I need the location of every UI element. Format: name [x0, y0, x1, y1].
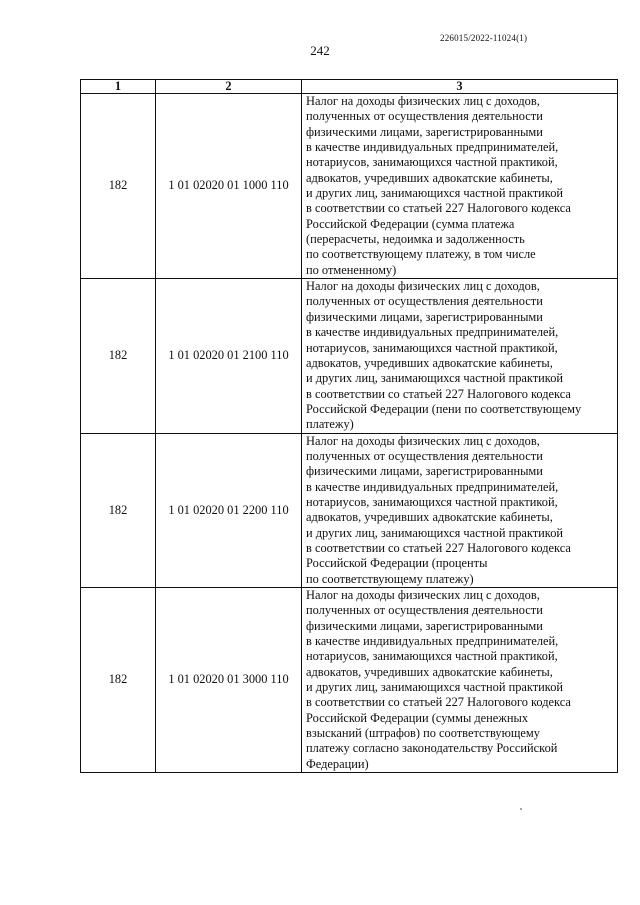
admin-code-cell: 182: [81, 588, 156, 773]
description-cell: [302, 588, 618, 773]
description-line: физическими лицами, зарегистрированными: [306, 124, 543, 139]
kbk-table: [80, 79, 618, 773]
column-header-3: 3: [302, 80, 618, 94]
description-cell: [302, 433, 618, 587]
description-line: полученных от осуществления деятельности: [306, 109, 543, 124]
kbk-code-cell: 1 01 02020 01 3000 110: [156, 588, 302, 773]
description-line: Налог на доходы физических лиц с доходов,: [306, 94, 540, 108]
document-id: 226015/2022-11024(1): [440, 33, 528, 43]
description-line: адвокатов, учредивших адвокатские кабинеты,: [306, 170, 553, 185]
description-line: и других лиц, занимающихся частной практикой: [306, 186, 564, 201]
kbk-code-cell: 1 01 02020 01 2200 110: [156, 433, 302, 587]
table-row: [81, 433, 618, 587]
admin-code-cell: 182: [81, 279, 156, 433]
description-line: по отмененному): [306, 262, 397, 277]
column-header-1: 1: [81, 80, 156, 94]
description-line: нотариусов, занимающихся частной практикой,: [306, 649, 558, 664]
description-line: и других лиц, занимающихся частной практикой: [306, 371, 564, 386]
admin-code-cell: 182: [81, 433, 156, 587]
description-line: физическими лицами, зарегистрированными: [306, 464, 543, 479]
description-line: в качестве индивидуальных предпринимателей,: [306, 634, 559, 649]
description-line: Налог на доходы физических лиц с доходов,: [306, 279, 540, 294]
description-line: в соответствии со статьей 227 Налогового кодекса: [306, 386, 571, 401]
description-line: Российской Федерации (суммы денежных: [306, 710, 529, 725]
description-line: нотариусов, занимающихся частной практикой,: [306, 494, 558, 509]
description-line: в качестве индивидуальных предпринимателей,: [306, 479, 559, 494]
description-line: нотариусов, занимающихся частной практикой,: [306, 155, 558, 170]
description-line: адвокатов, учредивших адвокатские кабинеты,: [306, 664, 553, 679]
table-row: [81, 94, 618, 279]
description-line: и других лиц, занимающихся частной практикой: [306, 680, 564, 695]
description-line: Российской Федерации (пени по соответствующему: [306, 401, 582, 416]
description-line: Налог на доходы физических лиц с доходов,: [306, 588, 540, 602]
admin-code-cell: 182: [81, 94, 156, 279]
description-line: Российской Федерации (сумма платежа: [306, 216, 515, 231]
description-line: физическими лицами, зарегистрированными: [306, 618, 543, 633]
description-line: в качестве индивидуальных предпринимателей,: [306, 325, 559, 340]
description-line: по соответствующему платежу): [306, 571, 474, 586]
kbk-code-cell: 1 01 02020 01 1000 110: [156, 94, 302, 279]
table-row: [81, 588, 618, 773]
description-cell: [302, 94, 618, 279]
description-line: Федерации): [306, 756, 369, 771]
description-line: адвокатов, учредивших адвокатские кабинеты,: [306, 355, 553, 370]
description-line: полученных от осуществления деятельности: [306, 294, 543, 309]
description-line: Российской Федерации (проценты: [306, 556, 488, 571]
description-line: платежу): [306, 417, 354, 432]
description-line: взысканий (штрафов) по соответствующему: [306, 726, 540, 741]
description-line: в качестве индивидуальных предпринимателей,: [306, 140, 559, 155]
description-line: физическими лицами, зарегистрированными: [306, 309, 543, 324]
description-line: в соответствии со статьей 227 Налогового кодекса: [306, 695, 571, 710]
description-line: (перерасчеты, недоимка и задолженность: [306, 232, 525, 247]
column-header-2: 2: [156, 80, 302, 94]
description-line: в соответствии со статьей 227 Налогового кодекса: [306, 201, 571, 216]
description-cell: [302, 279, 618, 433]
description-line: и других лиц, занимающихся частной практикой: [306, 525, 564, 540]
description-line: нотариусов, занимающихся частной практикой,: [306, 340, 558, 355]
scan-artifact: [520, 808, 522, 810]
description-line: полученных от осуществления деятельности: [306, 603, 543, 618]
description-line: адвокатов, учредивших адвокатские кабинеты,: [306, 510, 553, 525]
table-row: [81, 279, 618, 433]
kbk-code-cell: 1 01 02020 01 2100 110: [156, 279, 302, 433]
table-header-row: [81, 80, 618, 94]
description-line: в соответствии со статьей 227 Налогового кодекса: [306, 540, 571, 555]
description-line: платежу согласно законодательству Российской: [306, 741, 558, 756]
description-line: полученных от осуществления деятельности: [306, 448, 543, 463]
description-line: по соответствующему платежу, в том числе: [306, 247, 536, 262]
description-line: Налог на доходы физических лиц с доходов,: [306, 433, 540, 448]
page-number: 242: [310, 43, 330, 58]
